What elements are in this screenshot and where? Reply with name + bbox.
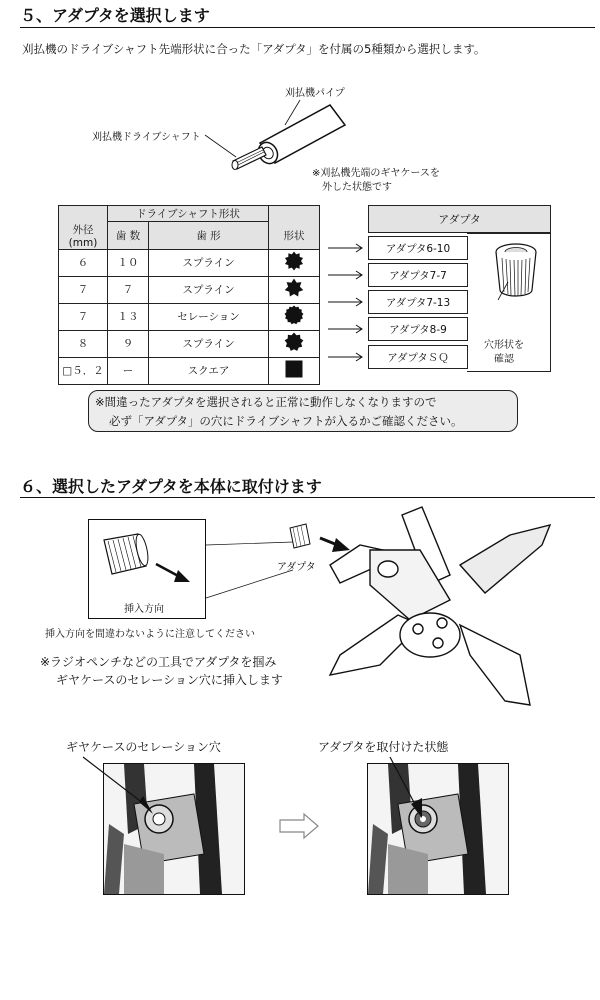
label-note-line1: ※刈払機先端のギヤケースを: [312, 168, 440, 179]
arrow-right-icon: [328, 271, 362, 279]
table-row: [59, 303, 320, 330]
cell-diameter: ７: [59, 276, 108, 303]
cell-shape: [269, 249, 320, 276]
cell-type: スプライン: [149, 330, 269, 357]
table-row: [59, 249, 320, 276]
cell-teeth: １０: [108, 249, 149, 276]
label-adapter: アダプタ: [277, 562, 316, 573]
adapter-sleeve-illustration: [490, 242, 542, 302]
caption-left: ギヤケースのセレーション穴: [66, 740, 221, 754]
arrow-right-icon: [328, 353, 362, 361]
arrow-right-icon: [328, 325, 362, 333]
cell-teeth: ９: [108, 330, 149, 357]
spline9-shape-icon: [284, 332, 304, 352]
adapter-header: アダプタ: [368, 205, 551, 233]
pointer-arrow-right: [380, 752, 440, 822]
cell-teeth: ７: [108, 276, 149, 303]
shape-fill: [286, 361, 303, 378]
cell-type: スプライン: [149, 276, 269, 303]
section6-title: ６、選択したアダプタを本体に取付けます: [20, 477, 322, 496]
caption-right: アダプタを取付けた状態: [318, 740, 449, 754]
label-pipe: 刈払機パイプ: [285, 88, 345, 99]
shape-fill: [285, 252, 303, 271]
cell-diameter: □５．２: [59, 357, 108, 384]
warning-line2: 必ず「アダプタ」の穴にドライブシャフトが入るかご確認ください。: [109, 414, 463, 428]
col-tooth-type: 歯 形: [149, 222, 269, 250]
before-after-arrow-icon: [278, 812, 320, 840]
cell-teeth: １３: [108, 303, 149, 330]
section5-rule: [20, 27, 595, 28]
shape-fill: [285, 306, 304, 325]
label-caution: 挿入方向を間違わないように注意してください: [45, 629, 255, 640]
table-row: [59, 276, 320, 303]
col-teeth: 歯 数: [108, 222, 149, 250]
tiller-blade-illustration: [310, 505, 560, 710]
instruction-line2: ギヤケースのセレーション穴に挿入します: [56, 673, 283, 687]
table-row: [59, 357, 320, 384]
cell-teeth: ー: [108, 357, 149, 384]
cell-shape: [269, 276, 320, 303]
section5-intro: 刈払機のドライブシャフト先端形状に合った「アダプタ」を付属の5種類から選択します。: [22, 42, 486, 56]
col-diameter: 外径(mm): [59, 222, 108, 250]
confirm-line2: 確認: [494, 354, 514, 365]
label-insert-dir: 挿入方向: [124, 604, 164, 615]
label-shaft: 刈払機ドライブシャフト: [92, 132, 201, 143]
spline10-shape-icon: [284, 251, 304, 271]
adapter-8-9: アダプタ8-9: [368, 317, 468, 341]
warning-line1: ※間違ったアダプタを選択されると正常に動作しなくなりますので: [95, 395, 437, 409]
confirm-line1: 穴形状を: [484, 340, 524, 351]
label-note-line2: 外した状態です: [322, 182, 392, 193]
shape-fill: [285, 333, 304, 351]
serration13-shape-icon: [284, 305, 304, 325]
insert-arrow-icon: [174, 570, 190, 582]
shape-fill: [285, 279, 304, 297]
arrow-head-icon: [139, 796, 153, 814]
cell-type: スクエア: [149, 357, 269, 384]
section6-rule: [20, 497, 595, 498]
section5-title: ５、アダプタを選択します: [20, 6, 210, 25]
cell-shape: [269, 357, 320, 384]
adapter-7-13: アダプタ7-13: [368, 290, 468, 314]
spline7-shape-icon: [284, 278, 304, 298]
adapter-insert-illustration: [98, 528, 198, 588]
adapter-7-7: アダプタ7-7: [368, 263, 468, 287]
cell-diameter: ７: [59, 303, 108, 330]
adapter-6-10: アダプタ6-10: [368, 236, 468, 260]
cell-diameter: ８: [59, 330, 108, 357]
col-shape: 形状: [269, 222, 320, 250]
cell-type: セレーション: [149, 303, 269, 330]
cell-diameter: ６: [59, 249, 108, 276]
instruction-line1: ※ラジオペンチなどの工具でアダプタを掴み: [40, 655, 277, 669]
table-row: [59, 330, 320, 357]
table-group-header: ドライブシャフト形状: [108, 206, 269, 222]
square-shape-icon: [284, 359, 304, 379]
arrow-right-icon: [328, 244, 362, 252]
drive-shaft-illustration: [200, 95, 350, 175]
mapping-arrows: [322, 233, 368, 373]
cell-shape: [269, 303, 320, 330]
cell-shape: [269, 330, 320, 357]
cell-type: スプライン: [149, 249, 269, 276]
pointer-arrow-left: [43, 752, 153, 822]
drive-shaft-spec-table: [58, 205, 320, 385]
warning-note: [88, 390, 518, 432]
arrow-right-icon: [328, 298, 362, 306]
adapter-sq: アダプタＳＱ: [368, 345, 468, 369]
